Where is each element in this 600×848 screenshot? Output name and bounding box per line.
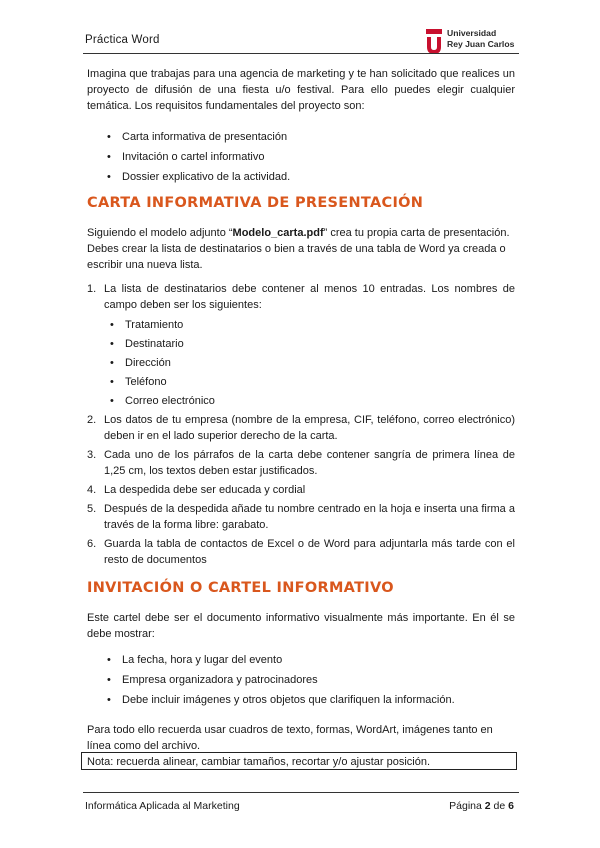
bullet-icon: • (107, 694, 111, 706)
carta-paragraph: Siguiendo el modelo adjunto “Modelo_carta.pdf” crea tu propia carta de presentación. Debes crear la lista de destinatarios o bien a través de una tabla de Word ya creada o escribir una nueva lista. (87, 227, 510, 271)
bullet-icon: • (110, 338, 114, 350)
note-box: Nota: recuerda alinear, cambiar tamaños, recortar y/o ajustar posición. (81, 752, 517, 770)
bullet-icon: • (110, 376, 114, 388)
field-names-list (104, 317, 515, 409)
invitacion-list (87, 652, 515, 708)
page-content (87, 66, 515, 754)
list-item: • Empresa organizadora y patrocinadores (107, 674, 318, 686)
list-item: 3. Cada uno de los párrafos de la carta debe contener sangría de primera línea de 1,25 cm, los textos deben estar justificados. (87, 449, 515, 477)
current-page: 2 (484, 800, 491, 812)
list-item: 5. Después de la despedida añade tu nombre centrado en la hoja e inserta una firma a través de la forma libre: garabato. (87, 503, 515, 531)
requirements-list (87, 129, 515, 185)
list-item: • Teléfono (110, 376, 167, 388)
list-item: • Destinatario (110, 338, 184, 350)
list-item: 6. Guarda la tabla de contactos de Excel o de Word para adjuntarla más tarde con el resto de documentos (87, 538, 515, 566)
model-filename: Modelo_carta.pdf (232, 227, 324, 239)
logo-text (447, 28, 514, 50)
total-pages: 6 (508, 800, 514, 812)
bullet-icon: • (110, 357, 114, 369)
list-item: 2. Los datos de tu empresa (nombre de la empresa, CIF, teléfono, correo electrónico) deben ir en el lado superior derecho de la carta. (87, 414, 515, 442)
carta-steps-list (87, 281, 515, 568)
section-heading-carta: CARTA INFORMATIVA DE PRESENTACIÓN (87, 195, 424, 211)
header-divider (83, 53, 519, 54)
bullet-icon: • (110, 319, 114, 331)
list-item: • La fecha, hora y lugar del evento (107, 654, 283, 666)
logo-line-2: Rey Juan Carlos (447, 39, 515, 49)
university-logo (425, 25, 535, 55)
footer-pagination: Página 2 de 6 (449, 800, 514, 812)
intro-paragraph: Imagina que trabajas para una agencia de marketing y te han solicitado que realices un proyecto de difusión de una fiesta u/o festival. Para ello puedes elegir cualquier temática. Los requisitos fundamentales del proyecto son: (87, 68, 515, 112)
list-item: • Dossier explicativo de la actividad. (107, 171, 291, 183)
bullet-icon: • (107, 151, 111, 163)
bullet-icon: • (107, 171, 111, 183)
list-item: • Debe incluir imágenes y otros objetos que clarifiquen la información. (107, 694, 455, 706)
list-item: • Invitación o cartel informativo (107, 151, 265, 163)
list-item: • Correo electrónico (110, 395, 215, 407)
list-item: 4. La despedida debe ser educada y cordial (87, 484, 306, 496)
urjc-logo-icon (425, 25, 443, 55)
bullet-icon: • (107, 674, 111, 686)
list-item: • Carta informativa de presentación (107, 131, 288, 143)
list-item: 1. La lista de destinatarios debe contener al menos 10 entradas. Los nombres de campo deben ser los siguientes: • Tratamiento • Destinatario • Dirección • Teléfono • Correo electrónico (87, 283, 515, 407)
header-title: Práctica Word (85, 34, 160, 46)
bullet-icon: • (107, 131, 111, 143)
bullet-icon: • (107, 654, 111, 666)
footer-divider (83, 792, 519, 793)
list-item: • Tratamiento (110, 319, 184, 331)
invitacion-paragraph: Este cartel debe ser el documento informativo visualmente más importante. En él se debe mostrar: (87, 612, 515, 640)
footer-course: Informática Aplicada al Marketing (85, 800, 240, 812)
section-heading-invitacion: INVITACIÓN O CARTEL INFORMATIVO (87, 580, 394, 596)
logo-line-1: Universidad (447, 28, 497, 38)
bullet-icon: • (110, 395, 114, 407)
closing-paragraph: Para todo ello recuerda usar cuadros de texto, formas, WordArt, imágenes tanto en línea como del archivo. (87, 724, 493, 752)
list-item: • Dirección (110, 357, 171, 369)
